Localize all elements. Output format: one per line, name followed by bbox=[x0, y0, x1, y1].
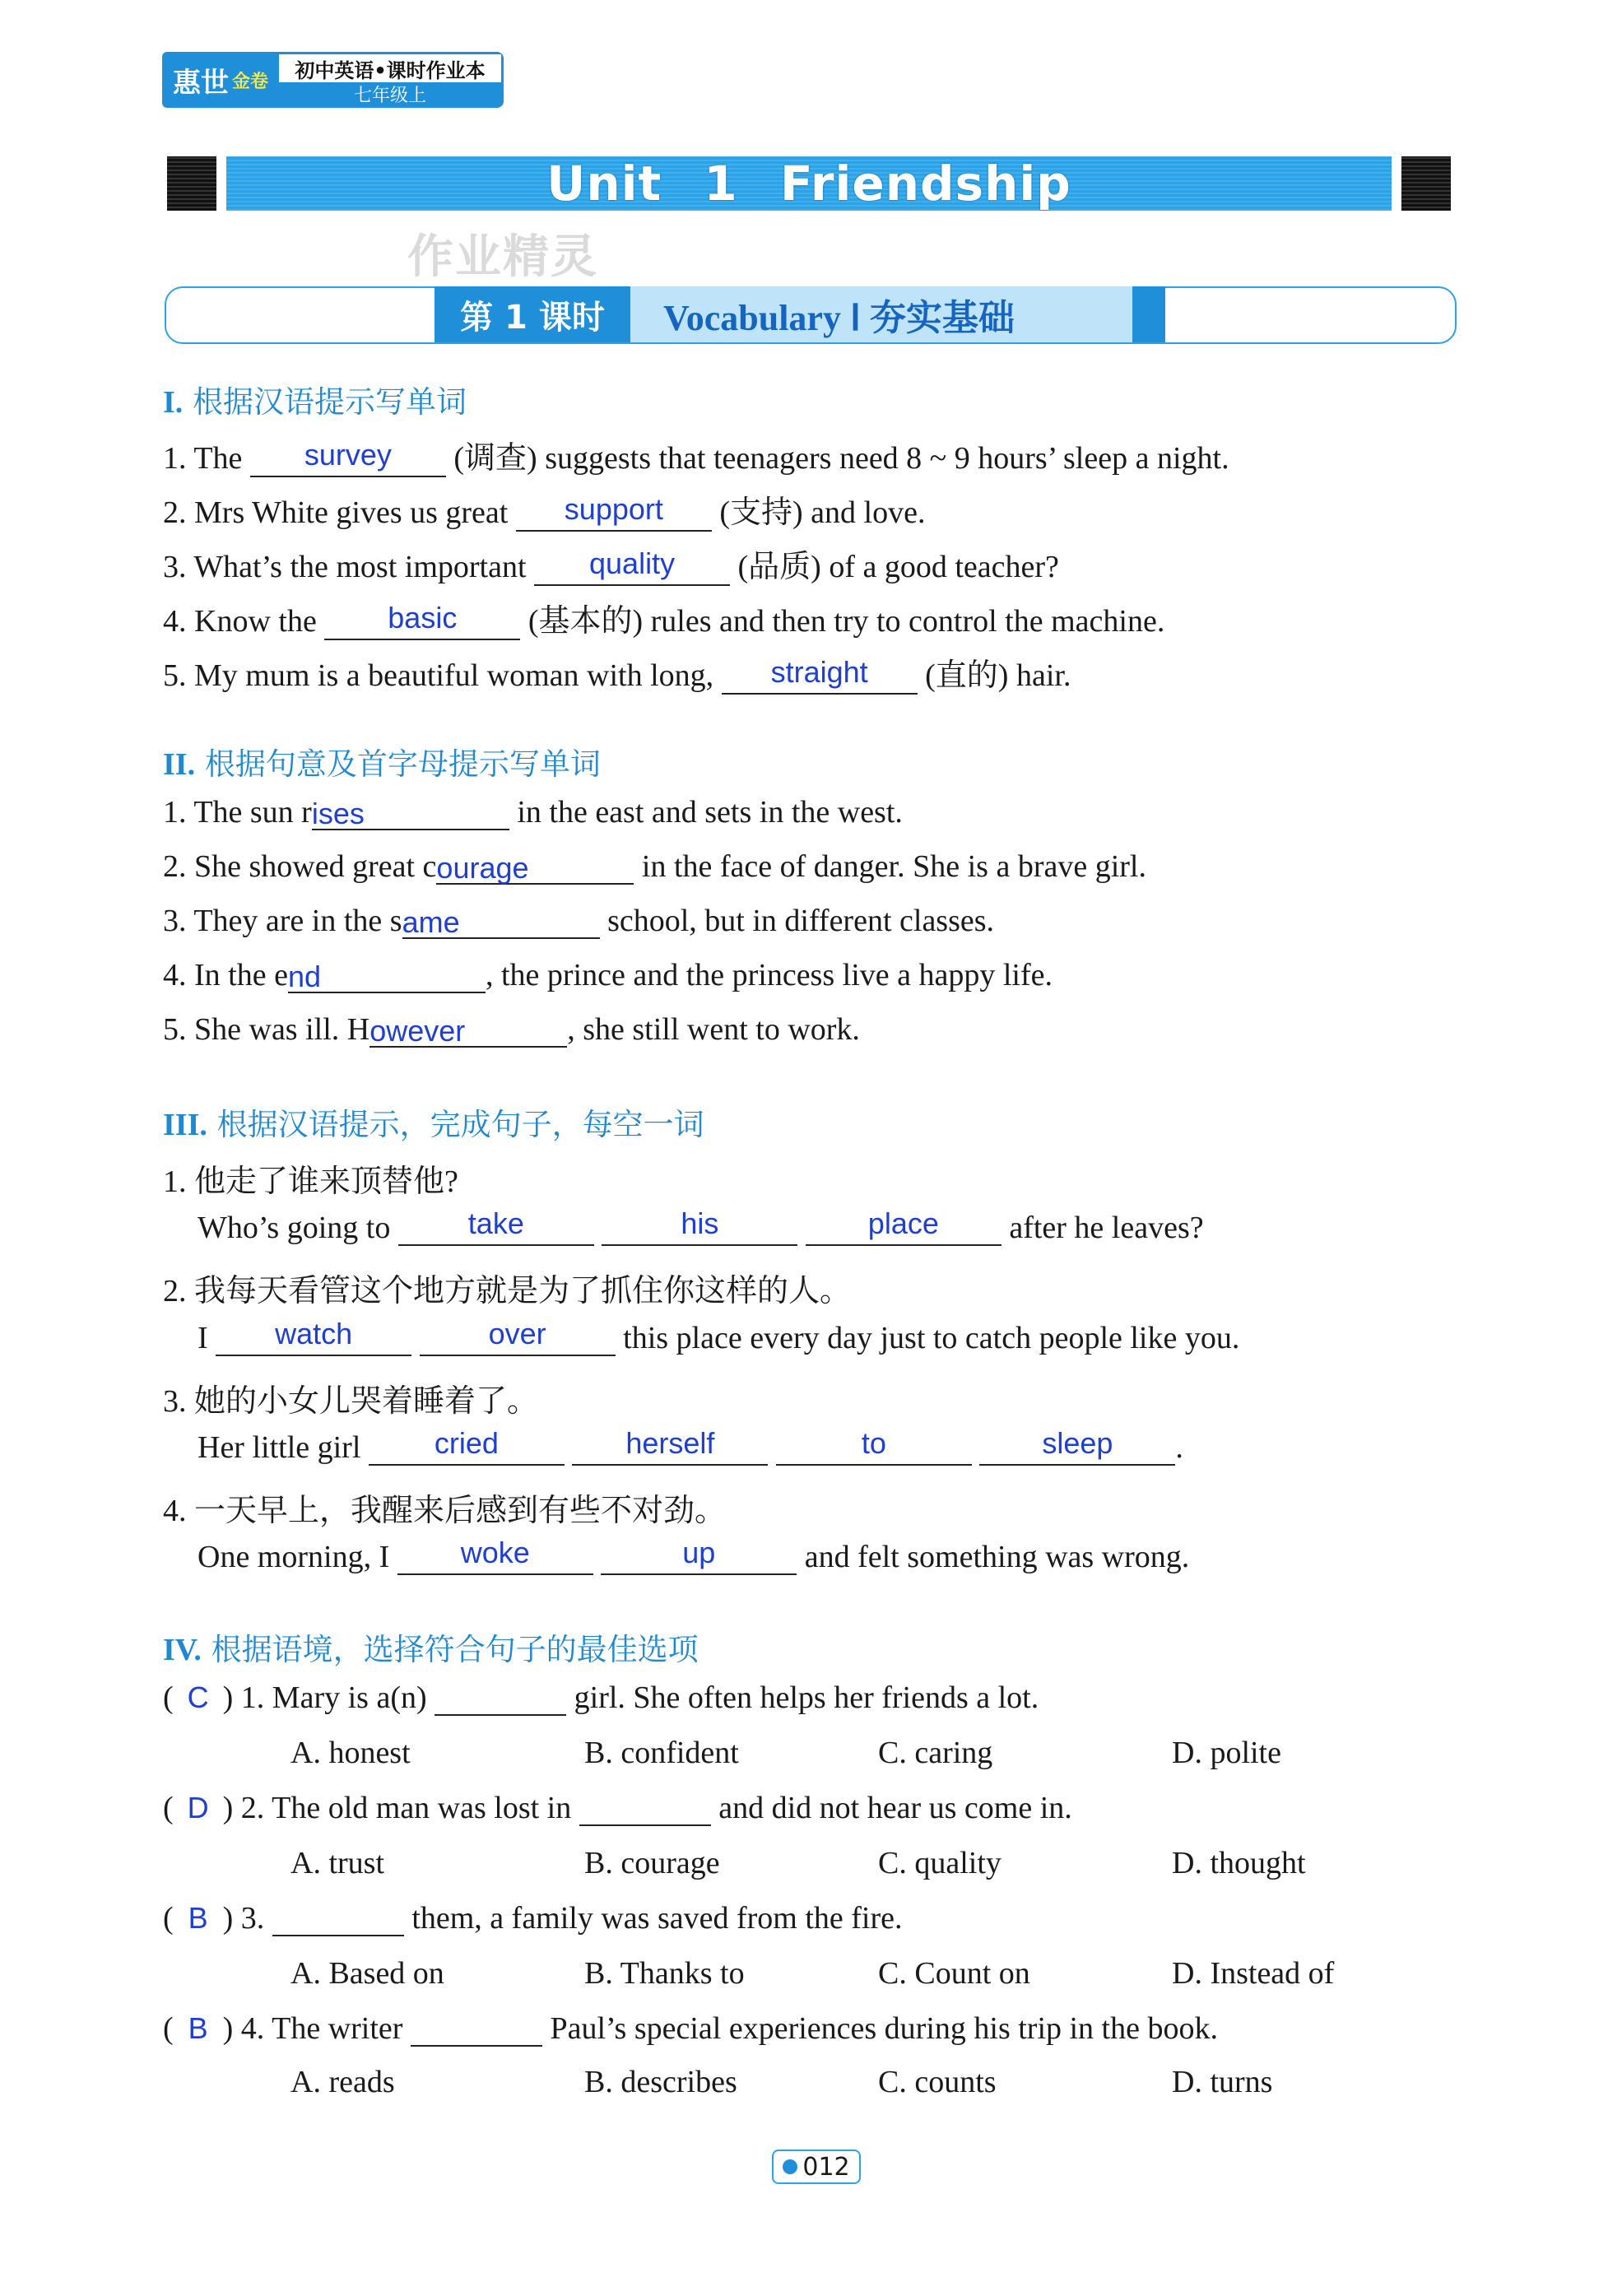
item-text: (品质) of a good teacher? bbox=[737, 550, 1059, 584]
item-text: this place every day just to catch people like you. bbox=[623, 1321, 1240, 1355]
answer-text: C bbox=[187, 1680, 209, 1714]
unit-title: Unit 1 Friendship bbox=[546, 156, 1071, 211]
s3-item-1-chinese: 1. 他走了谁来顶替他? bbox=[163, 1164, 458, 1199]
option-a[interactable]: A. reads bbox=[290, 2065, 395, 2099]
option-a[interactable]: A. trust bbox=[290, 1846, 384, 1880]
answer-text: up bbox=[682, 1536, 716, 1569]
option-c[interactable]: C. Count on bbox=[878, 1956, 1030, 1991]
option-b[interactable]: B. describes bbox=[584, 2065, 737, 2099]
section-3-heading bbox=[163, 1099, 704, 1144]
section-number: IV. bbox=[163, 1633, 202, 1667]
item-text: , she still went to work. bbox=[567, 1012, 860, 1047]
watermark: 作业精灵 bbox=[407, 230, 598, 284]
section-number: III. bbox=[163, 1108, 207, 1142]
lesson-bar-end bbox=[1132, 286, 1165, 342]
item-text: Her little girl bbox=[198, 1430, 361, 1465]
answer-blank[interactable] bbox=[250, 438, 446, 477]
answer-text: D bbox=[187, 1791, 209, 1824]
bullet-icon bbox=[783, 2159, 797, 2174]
answer-text: straight bbox=[770, 655, 868, 689]
s4-item-2: ( D ) 2. The old man was lost in and did not hear us come in. bbox=[163, 1791, 1072, 1825]
item-text: 3. They are in the s bbox=[163, 904, 402, 938]
logo-sub: 金卷 bbox=[231, 71, 268, 92]
publisher-logo bbox=[162, 52, 504, 108]
s2-item-1 bbox=[163, 794, 903, 830]
s2-item-3 bbox=[163, 903, 994, 939]
answer-blank[interactable] bbox=[436, 850, 634, 885]
s3-item-4-chinese: 4. 一天早上，我醒来后感到有些不对劲。 bbox=[163, 1494, 727, 1528]
item-text: them, a family was saved from the fire. bbox=[411, 1901, 903, 1936]
answer-text: basic bbox=[388, 601, 458, 634]
s4-item-1: ( C ) 1. Mary is a(n) girl. She often helps her friends a lot. bbox=[163, 1680, 1039, 1715]
item-text: girl. She often helps her friends a lot. bbox=[574, 1680, 1039, 1715]
s1-item-4 bbox=[163, 595, 1164, 640]
answer-blank[interactable] bbox=[402, 904, 600, 939]
s1-item-1 bbox=[163, 432, 1229, 477]
s1-item-3 bbox=[163, 541, 1059, 586]
answer-text: herself bbox=[625, 1426, 715, 1460]
item-text: ) 1. Mary is a(n) bbox=[222, 1680, 427, 1715]
option-c[interactable]: C. quality bbox=[878, 1846, 1002, 1880]
section-1-heading bbox=[163, 377, 467, 421]
banner-right-block bbox=[1401, 156, 1451, 211]
banner-title-area bbox=[226, 156, 1392, 211]
s4-item-4: ( B ) 4. The writer Paul’s special experiences during his trip in the book. bbox=[163, 2011, 1218, 2046]
item-text: in the face of danger. She is a brave girl. bbox=[641, 849, 1146, 884]
answer-text: over bbox=[488, 1317, 546, 1350]
answer-text: B bbox=[188, 1901, 208, 1935]
answer-text: ourage bbox=[436, 851, 529, 885]
lesson-number: 第 1 课时 bbox=[435, 286, 630, 342]
answer-text: survey bbox=[304, 438, 392, 472]
answer-text: his bbox=[681, 1206, 719, 1240]
answer-text: quality bbox=[589, 546, 676, 580]
logo-text: 惠世 bbox=[172, 66, 229, 100]
answer-text: nd bbox=[287, 960, 321, 993]
section-number: II. bbox=[163, 747, 196, 782]
answer-blank[interactable] bbox=[397, 1536, 593, 1575]
option-c[interactable]: C. caring bbox=[878, 1736, 993, 1770]
answer-text: ame bbox=[402, 905, 460, 939]
item-text: 3. What’s the most important bbox=[163, 550, 527, 584]
answer-blank[interactable] bbox=[174, 1680, 223, 1716]
unit-banner bbox=[167, 156, 1451, 211]
item-text: 2. Mrs White gives us great bbox=[163, 495, 509, 530]
item-text: Who’s going to bbox=[198, 1211, 391, 1245]
s1-item-2 bbox=[163, 486, 925, 532]
answer-blank[interactable] bbox=[572, 1426, 768, 1466]
s1-item-5 bbox=[163, 649, 1071, 695]
answer-text: to bbox=[861, 1426, 886, 1460]
item-text: 5. She was ill. H bbox=[163, 1012, 370, 1047]
answer-blank[interactable] bbox=[516, 492, 712, 532]
item-text: ) 3. bbox=[222, 1901, 265, 1936]
item-text: school, but in different classes. bbox=[607, 904, 995, 938]
answer-blank[interactable] bbox=[806, 1206, 1002, 1246]
option-a[interactable]: A. Based on bbox=[290, 1956, 444, 1991]
item-text: and did not hear us come in. bbox=[718, 1791, 1072, 1825]
answer-blank[interactable] bbox=[601, 1536, 797, 1575]
item-text: 5. My mum is a beautiful woman with long, bbox=[163, 658, 714, 693]
s2-item-5 bbox=[163, 1011, 860, 1048]
item-text: I bbox=[198, 1321, 208, 1355]
section-2-heading bbox=[163, 739, 601, 783]
grade-label: 七年级上 bbox=[279, 82, 501, 105]
question-blank bbox=[435, 1681, 566, 1716]
book-title: 初中英语•课时作业本 bbox=[279, 54, 501, 82]
answer-blank[interactable] bbox=[174, 1900, 223, 1936]
answer-blank[interactable] bbox=[420, 1317, 616, 1356]
answer-blank[interactable] bbox=[312, 796, 509, 830]
answer-text: support bbox=[564, 492, 663, 526]
option-b[interactable]: B. confident bbox=[584, 1736, 739, 1770]
answer-text: owever bbox=[369, 1014, 466, 1048]
option-b[interactable]: B. Thanks to bbox=[584, 1956, 745, 1991]
s4-item-3: ( B ) 3. them, a family was saved from the fire. bbox=[163, 1901, 903, 1936]
answer-blank[interactable] bbox=[398, 1206, 594, 1246]
item-text: 4. Know the bbox=[163, 604, 317, 639]
item-text: ) 2. The old man was lost in bbox=[222, 1791, 572, 1825]
item-text: after he leaves? bbox=[1009, 1211, 1204, 1245]
answer-text: cried bbox=[434, 1426, 499, 1460]
item-text: Paul’s special experiences during his trip in the book. bbox=[550, 2011, 1218, 2046]
logo-brand bbox=[162, 52, 279, 108]
lesson-bar bbox=[435, 286, 1165, 342]
question-blank bbox=[579, 1792, 711, 1826]
s2-item-4 bbox=[163, 957, 1053, 993]
item-text: ) 4. The writer bbox=[222, 2011, 403, 2046]
answer-text: woke bbox=[460, 1536, 530, 1569]
s3-item-1 bbox=[198, 1206, 1204, 1246]
option-d[interactable]: D. Instead of bbox=[1172, 1956, 1335, 1991]
answer-blank[interactable] bbox=[602, 1206, 797, 1246]
s3-item-2 bbox=[198, 1317, 1240, 1356]
section-title: 根据汉语提示写单词 bbox=[193, 384, 467, 420]
item-text: (直的) hair. bbox=[925, 658, 1071, 693]
answer-text: ises bbox=[311, 797, 365, 830]
banner-left-block bbox=[167, 156, 216, 211]
answer-blank[interactable] bbox=[369, 1013, 567, 1048]
item-text: , the prince and the princess live a happy life. bbox=[485, 958, 1053, 992]
section-4-heading bbox=[163, 1624, 699, 1669]
section-title: 根据句意及首字母提示写单词 bbox=[204, 746, 601, 782]
item-text: 1. The sun r bbox=[163, 795, 312, 830]
option-d[interactable]: D. turns bbox=[1172, 2065, 1273, 2099]
answer-text: watch bbox=[275, 1317, 353, 1350]
page-number: 012 bbox=[802, 2152, 850, 2182]
question-blank bbox=[411, 2012, 542, 2047]
item-text: 1. The bbox=[163, 441, 243, 476]
answer-text: take bbox=[467, 1206, 524, 1240]
item-text: (调查) suggests that teenagers need 8 ~ 9 hours’ sleep a night. bbox=[453, 441, 1229, 476]
s3-item-2-chinese: 2. 我每天看管这个地方就是为了抓住你这样的人。 bbox=[163, 1274, 852, 1308]
item-text: in the east and sets in the west. bbox=[517, 795, 903, 830]
question-blank bbox=[272, 1902, 404, 1936]
option-d[interactable]: D. polite bbox=[1172, 1736, 1281, 1770]
item-text: and felt something was wrong. bbox=[804, 1540, 1190, 1574]
lesson-name: Vocabulary Ⅰ 夯实基础 bbox=[630, 286, 1132, 342]
answer-text: place bbox=[867, 1206, 939, 1240]
option-a[interactable]: A. honest bbox=[290, 1736, 411, 1770]
s2-item-2 bbox=[163, 848, 1146, 885]
answer-blank[interactable] bbox=[216, 1317, 411, 1356]
answer-blank[interactable] bbox=[979, 1426, 1175, 1466]
section-title: 根据汉语提示，完成句子，每空一词 bbox=[216, 1107, 704, 1142]
s3-item-3 bbox=[198, 1426, 1183, 1466]
item-text: . bbox=[1175, 1430, 1183, 1465]
answer-text: B bbox=[188, 2011, 208, 2045]
item-text: (支持) and love. bbox=[719, 495, 926, 530]
item-text: (基本的) rules and then try to control the machine. bbox=[527, 604, 1165, 639]
answer-blank[interactable] bbox=[174, 2010, 223, 2047]
answer-text: sleep bbox=[1042, 1426, 1113, 1460]
section-title: 根据语境，选择符合句子的最佳选项 bbox=[211, 1632, 699, 1667]
answer-blank[interactable] bbox=[776, 1426, 972, 1466]
page-number-badge bbox=[772, 2150, 861, 2184]
option-b[interactable]: B. courage bbox=[584, 1846, 720, 1880]
answer-blank[interactable] bbox=[174, 1790, 223, 1826]
option-d[interactable]: D. thought bbox=[1172, 1846, 1306, 1880]
s3-item-3-chinese: 3. 她的小女儿哭着睡着了。 bbox=[163, 1384, 539, 1419]
answer-blank[interactable] bbox=[722, 655, 918, 695]
option-c[interactable]: C. counts bbox=[878, 2065, 997, 2099]
answer-blank[interactable] bbox=[288, 959, 486, 993]
item-text: 2. She showed great c bbox=[163, 849, 437, 884]
answer-blank[interactable] bbox=[534, 546, 730, 586]
item-text: One morning, I bbox=[198, 1540, 390, 1574]
section-number: I. bbox=[163, 385, 184, 420]
s3-item-4 bbox=[198, 1536, 1190, 1575]
answer-blank[interactable] bbox=[324, 601, 520, 640]
answer-blank[interactable] bbox=[369, 1426, 565, 1466]
logo-book-info bbox=[279, 52, 504, 108]
item-text: 4. In the e bbox=[163, 958, 288, 992]
